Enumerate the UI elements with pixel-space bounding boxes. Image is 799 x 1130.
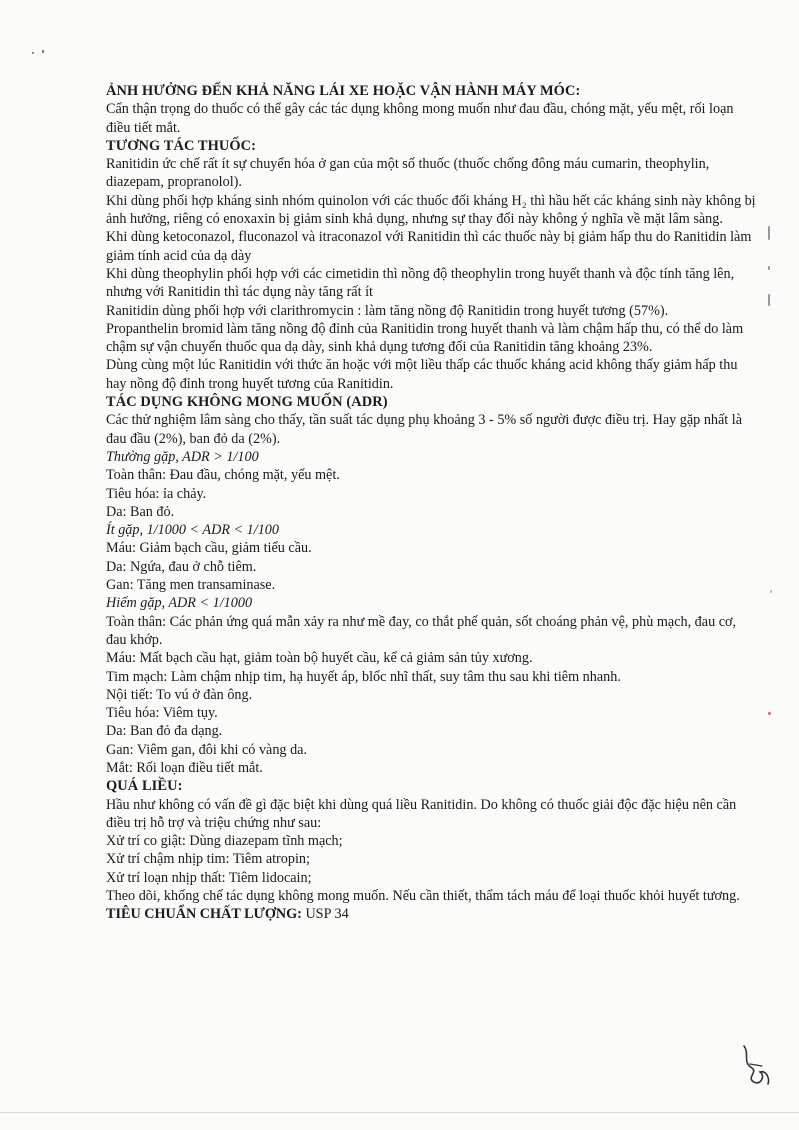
adr-item: Toàn thân: Các phản ứng quá mẫn xảy ra như mề đay, co thắt phế quản, sốt choáng phản vệ, phù mạch, đau cơ, đau khớp. bbox=[106, 613, 737, 648]
adr-uncommon-heading: Ít gặp, 1/1000 < ADR < 1/100 bbox=[106, 522, 279, 539]
interaction-paragraph: Dùng cùng một lúc Ranitidin với thức ăn hoặc với một liều thấp các thuốc kháng acid không thấy giảm hấp thu hay nồng độ đỉnh trong huyết tương của Ranitidin. bbox=[106, 357, 738, 392]
punch-hole-mark-icon bbox=[768, 712, 771, 715]
adr-rare-heading: Hiếm gặp, ADR < 1/1000 bbox=[106, 595, 253, 612]
document-body bbox=[106, 82, 758, 924]
adr-item: Máu: Giảm bạch cầu, giảm tiểu cầu. bbox=[106, 540, 312, 557]
interaction-paragraph: Khi dùng theophylin phối hợp với các cimetidin thì nồng độ theophylin trong huyết thanh và độc tính tăng lên, nhưng với Ranitidin thì tác dụng này tăng rất ít bbox=[106, 265, 735, 301]
punch-hole-mark-icon bbox=[768, 294, 770, 306]
punch-hole-mark-icon bbox=[768, 226, 770, 240]
adr-item: Gan: Tăng men transaminase. bbox=[106, 577, 276, 594]
punch-hole-mark-icon bbox=[42, 50, 44, 53]
adr-item: Mắt: Rối loạn điều tiết mắt. bbox=[106, 759, 263, 776]
section-heading-interactions: TƯƠNG TÁC THUỐC: bbox=[106, 137, 257, 154]
scan-edge-line bbox=[0, 1112, 799, 1113]
overdose-monitor: Theo dõi, khống chế tác dụng không mong muốn. Nếu cần thiết, thẩm tách máu để loại thuốc khỏi huyết tương. bbox=[106, 888, 740, 905]
interaction-paragraph: Propanthelin bromid làm tăng nồng độ đỉnh của Ranitidin trong huyết thanh và làm chậm hấp thu, có thể do làm chậm sự vận chuyển thuốc qua dạ dày, sinh khả dụng tương đối của Ranitidin tăng khoảng 23%. bbox=[106, 320, 744, 356]
punch-hole-mark-icon bbox=[768, 266, 770, 270]
interaction-paragraph: Khi dùng ketoconazol, fluconazol và itraconazol với Ranitidin thì các thuốc này bị giảm hấp thu do Ranitidin làm giảm tính acid của dạ dày bbox=[106, 229, 752, 264]
adr-intro: Các thử nghiệm lâm sàng cho thấy, tần suất tác dụng phụ khoảng 3 - 5% số người được điều trị. Hay gặp nhất là đau đầu (2%), ban đỏ da (2%). bbox=[106, 412, 743, 447]
adr-item: Toàn thân: Đau đầu, chóng mặt, yếu mệt. bbox=[106, 467, 340, 484]
adr-item: Tiêu hóa: Viêm tụy. bbox=[106, 705, 218, 722]
overdose-step: Xử trí loạn nhịp thất: Tiêm lidocain; bbox=[106, 869, 312, 886]
section-heading-overdose: QUÁ LIỀU: bbox=[106, 778, 183, 795]
overdose-step: Xử trí co giật: Dùng diazepam tĩnh mạch; bbox=[106, 833, 343, 850]
overdose-text: Hầu như không có vấn đề gì đặc biệt khi dùng quá liều Ranitidin. Do không có thuốc giải độc đặc hiệu nên cần điều trị hỗ trợ và triệu chứng như sau: bbox=[106, 796, 737, 831]
adr-item: Tim mạch: Làm chậm nhịp tim, hạ huyết áp, blốc nhĩ thất, suy tâm thu sau khi tiêm nhanh. bbox=[106, 668, 621, 685]
quality-label: TIÊU CHUẨN CHẤT LƯỢNG: bbox=[106, 906, 302, 923]
interaction-paragraph: Khi dùng phối hợp kháng sinh nhóm quinolon với các thuốc đối kháng H₂ thì hầu hết các kháng sinh này không bị ảnh hưởng, riêng có enoxaxin bị giảm sinh khả dụng, nhưng sự thay đổi này không ý nghĩa về mặt lâm sàng. bbox=[106, 192, 756, 228]
adr-item: Gan: Viêm gan, đôi khi có vàng da. bbox=[106, 741, 308, 758]
interaction-paragraph: Ranitidin ức chế rất ít sự chuyển hóa ở gan của một số thuốc (thuốc chống đông máu cumarin, theophylin, diazepam, propranolol). bbox=[106, 156, 710, 191]
section-heading-adr: TÁC DỤNG KHÔNG MONG MUỐN (ADR) bbox=[106, 394, 388, 411]
quality-standard bbox=[106, 905, 758, 923]
adr-common-heading: Thường gặp, ADR > 1/100 bbox=[106, 448, 259, 465]
adr-item: Da: Ngứa, đau ở chỗ tiêm. bbox=[106, 558, 257, 575]
punch-hole-mark-icon bbox=[32, 52, 34, 54]
interaction-paragraph: Ranitidin dùng phối hợp với clarithromycin : làm tăng nồng độ Ranitidin trong huyết tương (57%). bbox=[106, 302, 669, 319]
quality-value: USP 34 bbox=[305, 906, 349, 923]
adr-item: Nội tiết: To vú ở đàn ông. bbox=[106, 686, 253, 703]
overdose-step: Xử trí chậm nhịp tim: Tiêm atropin; bbox=[106, 851, 310, 868]
adr-item: Tiêu hóa: ỉa chảy. bbox=[106, 485, 207, 502]
adr-item: Da: Ban đỏ đa dạng. bbox=[106, 723, 223, 740]
driving-text: Cẩn thận trọng do thuốc có thể gây các tác dụng không mong muốn như đau đầu, chóng mặt, yếu mệt, rối loạn điều tiết mắt. bbox=[106, 101, 734, 136]
section-heading-driving: ẢNH HƯỞNG ĐẾN KHẢ NĂNG LÁI XE HOẶC VẬN HÀNH MÁY MÓC: bbox=[106, 83, 581, 99]
punch-hole-mark-icon bbox=[770, 590, 772, 593]
signature-icon bbox=[736, 1042, 776, 1090]
adr-item: Da: Ban đỏ. bbox=[106, 503, 175, 520]
adr-item: Máu: Mất bạch cầu hạt, giảm toàn bộ huyết cầu, kể cả giảm sản tủy xương. bbox=[106, 650, 533, 667]
